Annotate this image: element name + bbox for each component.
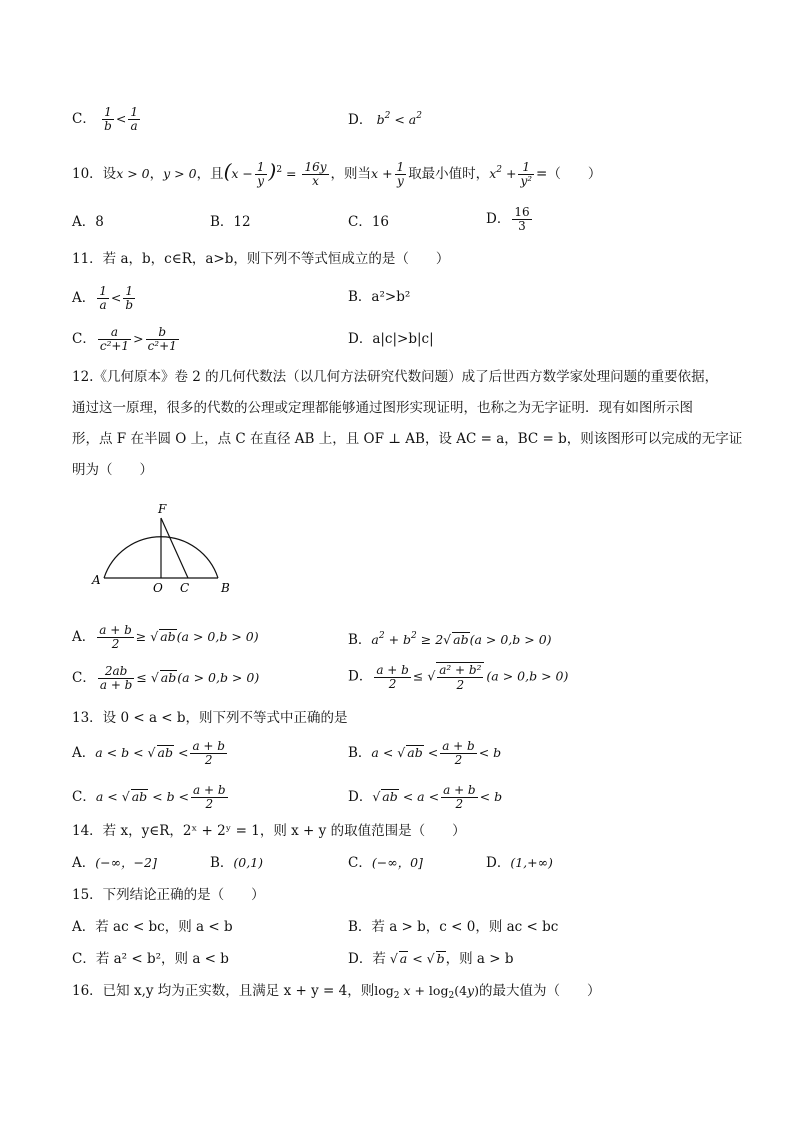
fraction: $\frac{1}{a}$ [130,105,138,133]
q13-option-b[interactable]: B．a < √ ab < $\frac{a + b}{2}$ < b [348,739,502,767]
q12-option-c[interactable]: C． $\frac{2ab}{a + b}$ ≤ √ ab(a > 0,b > 0) [72,664,260,692]
q12-stem-line4: 明为（ ） [72,462,153,478]
q16-stem: 16．已知 x,y 均为正实数，且满足 x + y = 4，则$\log_2 x + \log_2(4y)$的最大值为（ ） [72,983,601,1001]
q15-option-a[interactable]: A．若 ac < bc，则 a < b [72,919,233,935]
q10-option-c[interactable]: C．16 [348,214,390,230]
q10-option-a[interactable]: A．8 [72,214,104,230]
q14-option-b[interactable]: B．(0,1) [210,855,264,871]
q12-stem-line1: 12.《几何原本》卷 2 的几何代数法（以几何方法研究代数问题）成了后世西方数学家处理问题的重要依据， [72,369,719,385]
q10-stem: 10．设x > 0，y > 0，且(x − $\frac{1}{y}$ )$^2$ = $\frac{16y}{x}$ ，则当x + $\frac{1}{y}$ 取最小值时，$x^2$ + $\frac{1}{\text{y²}}$ =（ ） [72,159,602,188]
label-a: A [92,573,101,587]
q12-stem-line3: 形，点 F 在半圆 O 上，点 C 在直径 AB 上，且 OF ⊥ AB，设 AC = a，BC = b，则该图形可以完成的无字证 [72,431,743,447]
q14-option-c[interactable]: C．(−∞，0] [348,855,423,871]
q12-stem-line2: 通过这一原理，很多的代数的公理或定理都能够通过图形实现证明，也称之为无字证明．现有如图所示图 [72,400,693,416]
q13-option-c[interactable]: C．a < √ ab < b < $\frac{a + b}{2}$ [72,783,226,811]
q11-option-c[interactable]: C． $\frac{a}{\text{c²+1}}$ > $\frac{b}{\text{c²+1}}$ [72,325,177,353]
q13-stem: 13．设 0 < a < b，则下列不等式中正确的是 [72,710,348,726]
q10-option-d[interactable]: D． $\frac{16}{3}$ [486,205,530,233]
q12-option-d[interactable]: D． $\frac{a + b}{2}$ ≤ √ $\frac{\text{a² + b²}}{2}$ (a > 0,b > 0) [348,662,569,692]
semicircle-figure [90,500,250,600]
q11-option-a[interactable]: A． $\frac{1}{a}$ < $\frac{1}{b}$ [72,284,134,312]
segment-fc [161,518,188,578]
q13-option-a[interactable]: A．a < b < √ ab < $\frac{a + b}{2}$ [72,739,225,767]
q15-option-b[interactable]: B．若 a > b，c < 0，则 ac < bc [348,919,559,935]
q13-option-d[interactable]: D．√ ab < a < $\frac{a + b}{2}$ < b [348,783,503,811]
q14-option-a[interactable]: A．(−∞，−2] [72,855,157,871]
q12-option-a[interactable]: A． $\frac{a + b}{2}$ ≥ √ ab(a > 0,b > 0) [72,623,259,651]
q15-stem: 15．下列结论正确的是（ ） [72,887,265,903]
label-c: C [180,581,190,595]
label-f: F [158,502,167,516]
q14-option-d[interactable]: D．(1,+∞) [486,855,553,871]
q9-option-c[interactable]: C． $\frac{1}{b}$ < $\frac{1}{a}$ [72,105,138,133]
q11-option-b[interactable]: B．a²>b² [348,289,411,305]
q10-option-b[interactable]: B．12 [210,214,251,230]
q11-option-d[interactable]: D．a|c|>b|c| [348,331,434,347]
q15-option-d[interactable]: D．若 √ a < √ b，则 a > b [348,951,514,967]
q15-option-c[interactable]: C．若 a² < b²，则 a < b [72,951,229,967]
q14-stem: 14．若 x，y∈R，2ˣ + 2ʸ = 1，则 x + y 的取值范围是（ ） [72,823,466,839]
q12-option-b[interactable]: B．$a^2 + b^2 \ge 2√$ ab(a > 0,b > 0) [348,631,552,648]
label-b: B [221,581,230,595]
q9-option-d[interactable]: D． $b^2 < a^2$ [348,111,422,128]
q11-stem: 11．若 a，b，c∈R，a>b，则下列不等式恒成立的是（ ） [72,251,450,267]
label-o: O [153,581,163,595]
fraction: $\frac{1}{b}$ [104,105,112,133]
